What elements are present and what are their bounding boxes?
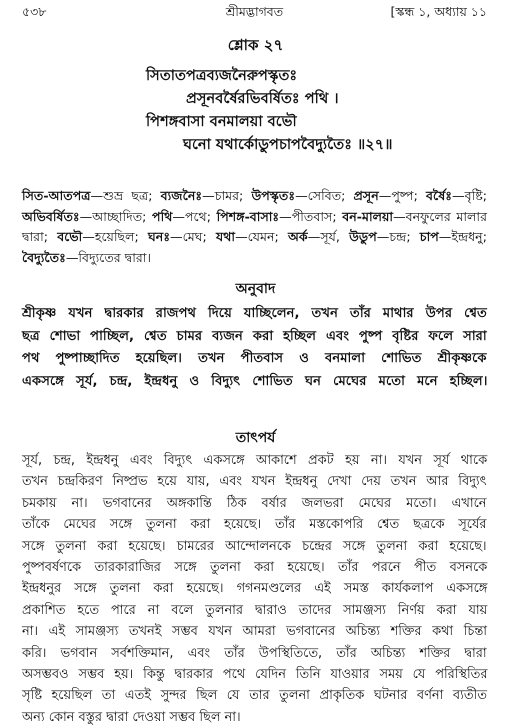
synonym-word: ব্যজনৈঃ	[160, 188, 203, 203]
synonym-meaning: শুভ্র ছত্র;	[103, 188, 153, 203]
text-line: অন্য কোন বস্তুর দ্বারা দেওয়া সম্ভব ছিল না।	[22, 709, 241, 725]
synonym-word: সিত-আতপত্র	[22, 188, 91, 203]
translation-text	[22, 303, 487, 393]
translation-heading: অনুবাদ	[235, 281, 276, 297]
purport-text	[22, 450, 487, 728]
text-line: একসঙ্গে সূর্য, চন্দ্র, ইন্দ্রধনু ও বিদ্যুৎ শোভিত ঘন মেঘের মতো মনে হচ্ছিল।	[22, 373, 488, 389]
text-line: তখন চন্দ্রকিরণ নিষ্প্রভ হয়ে যায়, এবং যখন ইন্দ্রধনু দেখা দেয় তখন আর বিদ্যুৎ	[22, 474, 487, 490]
synonym-meaning: হয়েছিল;	[94, 229, 139, 244]
sanskrit-verse	[0, 34, 511, 156]
text-line: না। এই সামঞ্জস্য তখনই সম্ভব যখন আমরা ভগবানের অচিন্ত্য শক্তির কথা চিন্তা	[22, 624, 487, 640]
synonym-meaning: ইন্দ্রধনু;	[451, 229, 487, 244]
synonym-meaning: চামর;	[214, 188, 244, 203]
synonym-word: পিশঙ্গ-বাসাঃ	[216, 208, 280, 224]
text-line: পথ পুষ্পাচ্ছাদিত হয়েছিল। তখন পীতবাস ও বনমালা শোভিত শ্রীকৃষ্ণকে	[22, 351, 487, 366]
synonym-word: চাপ	[419, 229, 439, 244]
purport-heading: তাৎপর্য	[235, 430, 276, 446]
synonym-word: উপস্কৃতঃ	[251, 188, 296, 203]
text-line: সঙ্গে তুলনা করা হয়েছে। চামরের আন্দোলনকে চন্দ্রের সঙ্গে তুলনা করা হয়েছে।	[22, 538, 487, 554]
synonym-meaning: বনফুলের মালার দ্বারা;	[22, 208, 487, 244]
synonym-meaning: সূর্য,	[320, 229, 340, 244]
verse-line: প্রসূনবর্ষৈরভিবর্ষিতঃ পথি ।	[186, 90, 339, 107]
page-number: ৫৩৮	[22, 4, 47, 19]
synonym-meaning: পথে;	[184, 208, 211, 224]
synonym-meaning: যেমন;	[247, 229, 279, 244]
text-line: চমকায় না। ভগবানের অঙ্গকান্তি ঠিক বর্ষার জলভরা মেঘের মতো। এখানে	[22, 495, 487, 511]
text-line: প্রকাশিত হতে পারে না বলে তুলনার দ্বারাও তাদের সামঞ্জস্য নির্ণয় করা যায়	[22, 602, 488, 618]
text-line: ছত্র শোভা পাচ্ছিল, শ্বেত চামর ব্যজন করা হচ্ছিল এবং পুষ্প বৃষ্টির ফলে সারা	[22, 328, 487, 344]
text-line: তাঁকে মেঘের সঙ্গে তুলনা করা হয়েছে। তাঁর মস্তকোপরি শ্বেত ছত্রকে সূর্যের	[22, 517, 487, 533]
verse-title: শ্লোক ২৭	[227, 36, 284, 54]
synonym-word: বন-মালয়া	[342, 208, 394, 224]
synonym-word: ঘনঃ	[148, 229, 171, 244]
synonym-word: উডুপ	[349, 229, 377, 244]
synonym-word: বভৌ	[57, 229, 83, 244]
synonym-word: প্রসূন	[353, 188, 379, 203]
verse-line: ঘনো যথার্কোডুপচাপবৈদ্যুতৈঃ ॥২৭॥	[183, 136, 393, 153]
synonym-word: অভিবর্ষিতঃ	[22, 208, 80, 224]
page-header	[22, 4, 487, 26]
synonym-word: বর্ষৈঃ	[426, 188, 452, 203]
running-title: শ্রীমদ্ভাগবত	[225, 4, 284, 19]
text-line: সূর্য, চন্দ্র, ইন্দ্রধনু এবং বিদ্যুৎ একসঙ্গে আকাশে প্রকট হয় না। যখন সূর্য থাকে	[22, 453, 488, 468]
verse-line: সিতাতপত্রব্যজনৈরুপস্কৃতঃ	[146, 67, 298, 84]
synonym-meaning: মেঘ;	[182, 229, 207, 244]
word-for-word-synonyms: সিত-আতপত্র—শুভ্র ছত্র; ব্যজনৈঃ—চামর; উপস্কৃতঃ—সেবিত; প্রসূন—পুষ্প; বর্ষৈঃ—বৃষ্টি; অভিবর্ষিতঃ—আচ্ছাদিত; পথি—পথে; পিশঙ্গ-বাসাঃ—পীতবাস; বন-মালয়া—বনফুলের মালার দ্বারা; বভৌ—হয়েছিল; ঘনঃ—মেঘ; যথা—যেমন; অর্ক—সূর্য, উডুপ—চন্দ্র; চাপ—ইন্দ্রধনু; বৈদ্যুতৈঃ—বিদ্যুতের দ্বারা।	[22, 188, 487, 265]
text-line: সৃষ্টি হয়েছিল তা এতই সুন্দর ছিল যে তার তুলনা প্রাকৃতিক ঘটনার বর্ণনা ব্যতীত	[22, 688, 487, 704]
text-line: অসম্ভবও সম্ভব হয়। কিন্তু দ্বারকার পথে যেদিন তিনি যাওয়ার সময় যে পরিস্থিতির	[22, 667, 488, 683]
verse-line: পিশঙ্গবাসা বনমালয়া বভৌ	[146, 113, 297, 130]
synonym-word: যথা	[215, 229, 236, 244]
synonym-meaning: বৃষ্টি;	[464, 188, 487, 203]
synonym-word: বৈদ্যুতৈঃ	[22, 249, 66, 265]
text-line: করি। ভগবান সর্বশক্তিমান, এবং তাঁর উপস্থিতিতে, তাঁর অচিন্ত্য শক্তির দ্বারা	[22, 645, 487, 661]
synonym-meaning: বিদ্যুতের দ্বারা।	[78, 249, 151, 265]
text-line: ইন্দ্রধনুর সঙ্গে তুলনা করা হয়েছে। গগনমণ্ডলের এই সমস্ত কার্যকলাপ একসঙ্গে	[22, 581, 488, 597]
text-line: শ্রীকৃষ্ণ যখন দ্বারকার রাজপথ দিয়ে যাচ্ছিলেন, তখন তাঁর মাথার উপর শ্বেত	[22, 306, 487, 321]
text-line: পুষ্পবর্ষণকে তারকারাজির সঙ্গে তুলনা করা হয়েছে। তাঁর পরনে পীত বসনকে	[22, 560, 488, 576]
synonym-word: পথি	[152, 208, 173, 224]
synonym-meaning: পুষ্প;	[391, 188, 418, 203]
canto-chapter-info: [স্কন্ধ ১, অধ্যায় ১১	[390, 4, 487, 19]
synonym-meaning: আচ্ছাদিত;	[92, 208, 147, 224]
synonym-meaning: সেবিত;	[307, 188, 346, 203]
synonym-meaning: চন্দ্র;	[389, 229, 411, 244]
synonym-word: অর্ক	[288, 229, 308, 244]
synonym-meaning: পীতবাস;	[291, 208, 337, 224]
